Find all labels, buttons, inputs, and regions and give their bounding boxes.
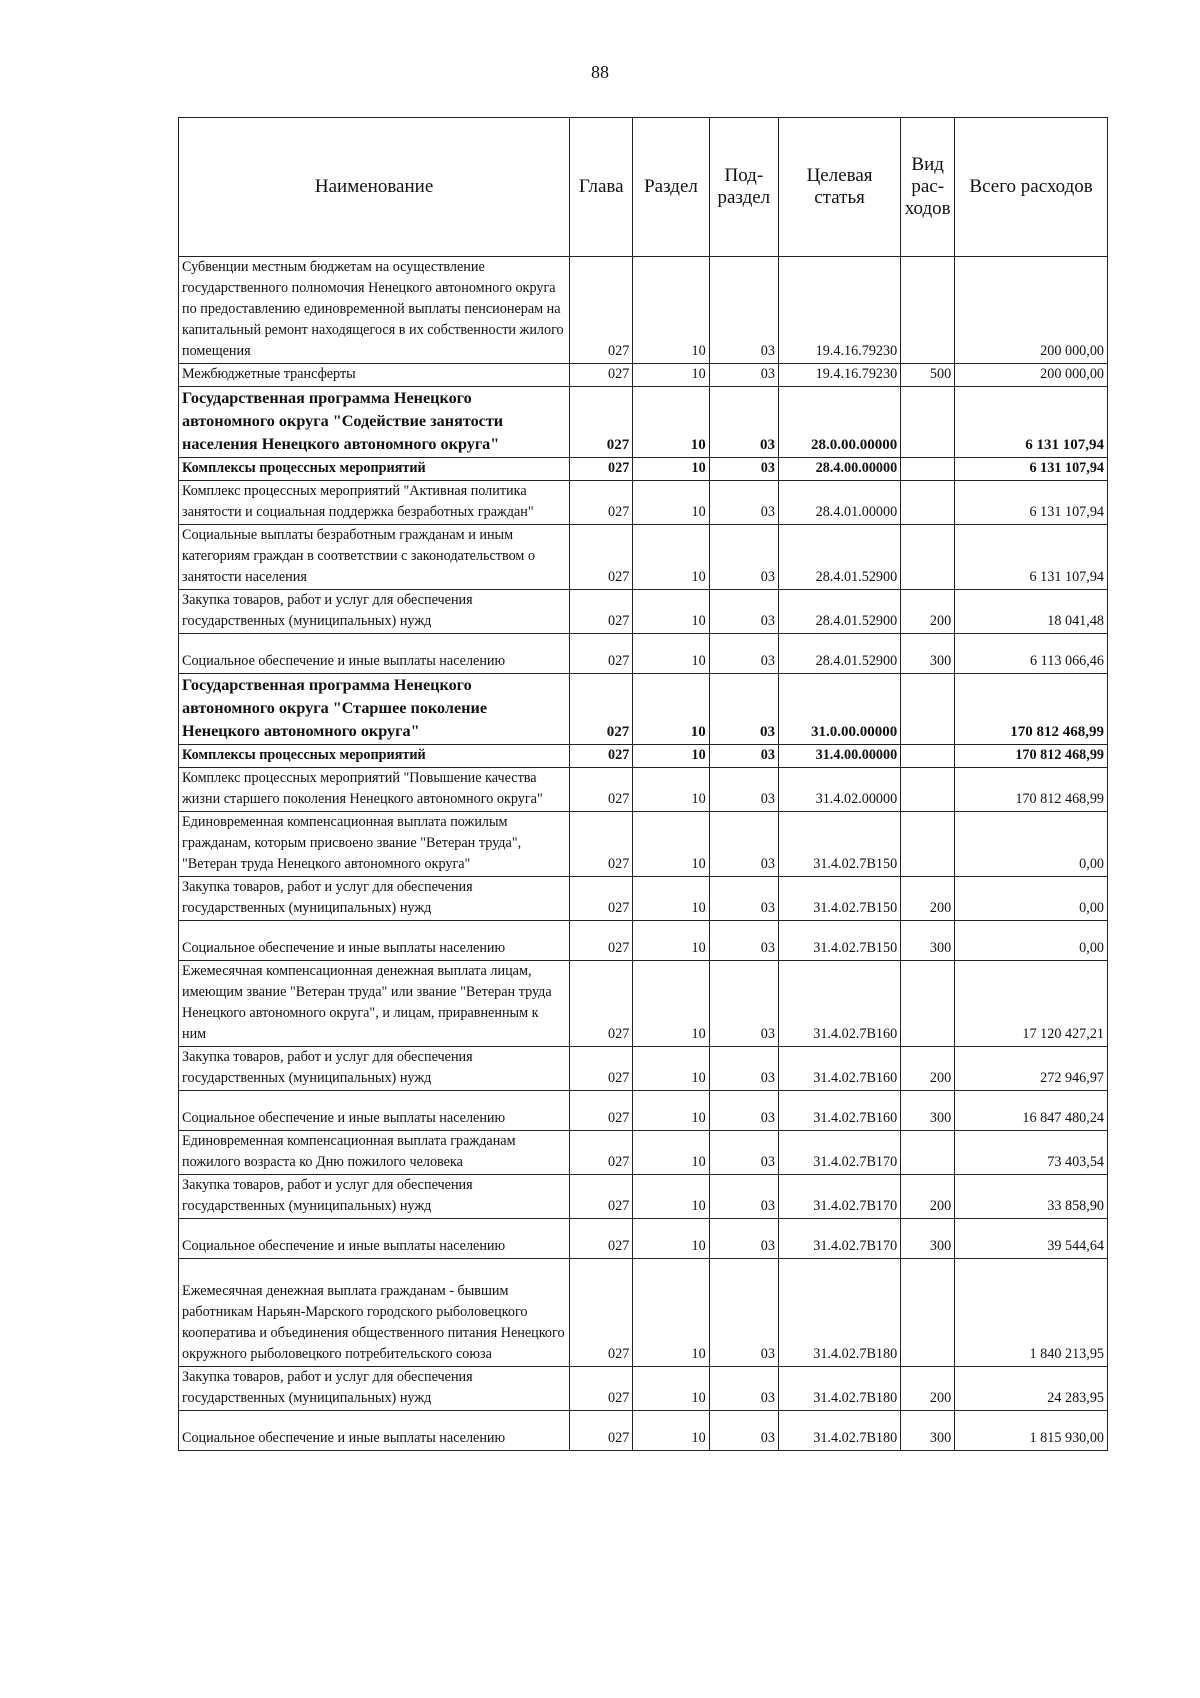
cell-glava: 027 [570, 674, 633, 745]
cell-total: 170 812 468,99 [955, 768, 1108, 812]
cell-vid-rashodov [901, 525, 955, 590]
cell-vid-rashodov [901, 458, 955, 481]
page-number: 88 [591, 62, 609, 82]
cell-celevaya-statya: 31.4.02.7В160 [778, 1047, 900, 1091]
cell-razdel: 10 [633, 634, 709, 674]
cell-name: Ежемесячная компенсационная денежная выплата лицам, имеющим звание "Ветеран труда" или звание "Ветеран труда Ненецкого автономного округа", и лицам, приравненным к ним [179, 961, 570, 1047]
cell-total: 39 544,64 [955, 1219, 1108, 1259]
cell-podrazdel: 03 [709, 1411, 778, 1451]
table-row [179, 634, 1108, 674]
budget-table [178, 117, 1108, 1451]
cell-celevaya-statya: 31.4.02.7В170 [778, 1219, 900, 1259]
cell-name: Комплексы процессных мероприятий [179, 458, 570, 481]
cell-podrazdel: 03 [709, 590, 778, 634]
cell-celevaya-statya: 28.4.01.00000 [778, 481, 900, 525]
cell-total: 200 000,00 [955, 364, 1108, 387]
cell-glava: 027 [570, 1131, 633, 1175]
cell-razdel: 10 [633, 1131, 709, 1175]
cell-vid-rashodov [901, 257, 955, 364]
cell-podrazdel: 03 [709, 1131, 778, 1175]
cell-razdel: 10 [633, 745, 709, 768]
cell-name: Субвенции местным бюджетам на осуществление государственного полномочия Ненецкого автономного округа по предоставлению единовременной выплаты пенсионерам на капитальный ремонт находящегося в их собственности жилого помещения [179, 257, 570, 364]
cell-razdel: 10 [633, 458, 709, 481]
cell-celevaya-statya: 28.4.00.00000 [778, 458, 900, 481]
table-row [179, 1367, 1108, 1411]
cell-vid-rashodov: 200 [901, 1367, 955, 1411]
cell-podrazdel: 03 [709, 525, 778, 590]
table-row [179, 1259, 1108, 1367]
cell-razdel: 10 [633, 674, 709, 745]
cell-name: Комплекс процессных мероприятий "Активная политика занятости и социальная поддержка безработных граждан" [179, 481, 570, 525]
cell-total: 6 131 107,94 [955, 481, 1108, 525]
cell-podrazdel: 03 [709, 257, 778, 364]
header-total: Всего расходов [955, 118, 1108, 257]
cell-celevaya-statya: 31.4.02.7В150 [778, 921, 900, 961]
cell-total: 6 131 107,94 [955, 387, 1108, 458]
cell-total: 18 041,48 [955, 590, 1108, 634]
cell-razdel: 10 [633, 590, 709, 634]
cell-vid-rashodov: 300 [901, 1219, 955, 1259]
cell-total: 6 131 107,94 [955, 458, 1108, 481]
cell-podrazdel: 03 [709, 1047, 778, 1091]
header-razdel: Раздел [633, 118, 709, 257]
cell-glava: 027 [570, 1367, 633, 1411]
cell-celevaya-statya: 28.4.01.52900 [778, 634, 900, 674]
cell-podrazdel: 03 [709, 768, 778, 812]
cell-vid-rashodov: 200 [901, 1175, 955, 1219]
table-row [179, 674, 1108, 745]
header-vid-rashodov: Вид рас- ходов [901, 118, 955, 257]
cell-total: 200 000,00 [955, 257, 1108, 364]
cell-glava: 027 [570, 921, 633, 961]
cell-razdel: 10 [633, 961, 709, 1047]
cell-glava: 027 [570, 387, 633, 458]
header-name: Наименование [179, 118, 570, 257]
table-row [179, 525, 1108, 590]
table-row [179, 364, 1108, 387]
cell-glava: 027 [570, 458, 633, 481]
cell-podrazdel: 03 [709, 458, 778, 481]
table-row [179, 812, 1108, 877]
cell-celevaya-statya: 19.4.16.79230 [778, 257, 900, 364]
cell-name: Единовременная компенсационная выплата пожилым гражданам, которым присвоено звание "Ветеран труда", "Ветеран труда Ненецкого автономного округа" [179, 812, 570, 877]
cell-celevaya-statya: 28.4.01.52900 [778, 590, 900, 634]
table-row [179, 1047, 1108, 1091]
cell-celevaya-statya: 31.4.02.7В170 [778, 1131, 900, 1175]
table-row [179, 590, 1108, 634]
cell-name: Межбюджетные трансферты [179, 364, 570, 387]
cell-name: Закупка товаров, работ и услуг для обеспечения государственных (муниципальных) нужд [179, 877, 570, 921]
cell-glava: 027 [570, 1259, 633, 1367]
cell-podrazdel: 03 [709, 674, 778, 745]
cell-razdel: 10 [633, 257, 709, 364]
cell-celevaya-statya: 28.4.01.52900 [778, 525, 900, 590]
table-row [179, 745, 1108, 768]
cell-vid-rashodov [901, 812, 955, 877]
table-row [179, 458, 1108, 481]
cell-vid-rashodov [901, 745, 955, 768]
cell-podrazdel: 03 [709, 1259, 778, 1367]
cell-celevaya-statya: 31.4.02.7В150 [778, 812, 900, 877]
cell-vid-rashodov: 500 [901, 364, 955, 387]
cell-podrazdel: 03 [709, 387, 778, 458]
cell-celevaya-statya: 28.0.00.00000 [778, 387, 900, 458]
cell-total: 0,00 [955, 877, 1108, 921]
cell-podrazdel: 03 [709, 1091, 778, 1131]
cell-name: Единовременная компенсационная выплата гражданам пожилого возраста ко Дню пожилого человека [179, 1131, 570, 1175]
cell-razdel: 10 [633, 1091, 709, 1131]
cell-glava: 027 [570, 877, 633, 921]
cell-glava: 027 [570, 481, 633, 525]
table-row [179, 921, 1108, 961]
cell-celevaya-statya: 31.4.02.7В150 [778, 877, 900, 921]
cell-name: Комплекс процессных мероприятий "Повышение качества жизни старшего поколения Ненецкого автономного округа" [179, 768, 570, 812]
cell-name: Государственная программа Ненецкого автономного округа "Содействие занятости населения Ненецкого автономного округа" [179, 387, 570, 458]
cell-total: 24 283,95 [955, 1367, 1108, 1411]
table-row [179, 1091, 1108, 1131]
cell-celevaya-statya: 31.4.02.7В170 [778, 1175, 900, 1219]
cell-razdel: 10 [633, 364, 709, 387]
cell-podrazdel: 03 [709, 1175, 778, 1219]
cell-vid-rashodov: 300 [901, 1091, 955, 1131]
table-header [179, 118, 1108, 257]
cell-podrazdel: 03 [709, 877, 778, 921]
cell-celevaya-statya: 31.4.02.7В160 [778, 961, 900, 1047]
table-row [179, 1219, 1108, 1259]
cell-glava: 027 [570, 1411, 633, 1451]
table-row [179, 1411, 1108, 1451]
cell-glava: 027 [570, 745, 633, 768]
cell-razdel: 10 [633, 1175, 709, 1219]
cell-total: 272 946,97 [955, 1047, 1108, 1091]
table-row [179, 1175, 1108, 1219]
table-row [179, 1131, 1108, 1175]
cell-glava: 027 [570, 257, 633, 364]
cell-name: Государственная программа Ненецкого автономного округа "Старшее поколение Ненецкого автономного округа" [179, 674, 570, 745]
table-row [179, 387, 1108, 458]
header-glava: Глава [570, 118, 633, 257]
cell-name: Закупка товаров, работ и услуг для обеспечения государственных (муниципальных) нужд [179, 1175, 570, 1219]
cell-name: Социальное обеспечение и иные выплаты населению [179, 1219, 570, 1259]
cell-vid-rashodov [901, 387, 955, 458]
cell-glava: 027 [570, 961, 633, 1047]
cell-glava: 027 [570, 1219, 633, 1259]
cell-total: 33 858,90 [955, 1175, 1108, 1219]
cell-celevaya-statya: 31.4.00.00000 [778, 745, 900, 768]
cell-glava: 027 [570, 525, 633, 590]
cell-razdel: 10 [633, 768, 709, 812]
table-row [179, 877, 1108, 921]
cell-name: Закупка товаров, работ и услуг для обеспечения государственных (муниципальных) нужд [179, 590, 570, 634]
cell-total: 17 120 427,21 [955, 961, 1108, 1047]
cell-razdel: 10 [633, 877, 709, 921]
cell-glava: 027 [570, 812, 633, 877]
cell-glava: 027 [570, 1091, 633, 1131]
cell-name: Закупка товаров, работ и услуг для обеспечения государственных (муниципальных) нужд [179, 1367, 570, 1411]
cell-podrazdel: 03 [709, 481, 778, 525]
cell-razdel: 10 [633, 387, 709, 458]
cell-razdel: 10 [633, 812, 709, 877]
cell-glava: 027 [570, 768, 633, 812]
table-row [179, 961, 1108, 1047]
cell-vid-rashodov [901, 481, 955, 525]
table-row [179, 481, 1108, 525]
cell-razdel: 10 [633, 1259, 709, 1367]
cell-podrazdel: 03 [709, 634, 778, 674]
cell-vid-rashodov: 300 [901, 921, 955, 961]
cell-razdel: 10 [633, 1047, 709, 1091]
cell-total: 73 403,54 [955, 1131, 1108, 1175]
cell-name: Социальные выплаты безработным гражданам и иным категориям граждан в соответствии с законодательством о занятости населения [179, 525, 570, 590]
cell-name: Закупка товаров, работ и услуг для обеспечения государственных (муниципальных) нужд [179, 1047, 570, 1091]
cell-razdel: 10 [633, 1219, 709, 1259]
cell-vid-rashodov: 200 [901, 590, 955, 634]
cell-name: Социальное обеспечение и иные выплаты населению [179, 1411, 570, 1451]
cell-podrazdel: 03 [709, 745, 778, 768]
cell-celevaya-statya: 31.4.02.7В180 [778, 1367, 900, 1411]
cell-vid-rashodov: 300 [901, 1411, 955, 1451]
cell-glava: 027 [570, 1175, 633, 1219]
cell-podrazdel: 03 [709, 961, 778, 1047]
cell-glava: 027 [570, 364, 633, 387]
cell-razdel: 10 [633, 1411, 709, 1451]
cell-total: 170 812 468,99 [955, 674, 1108, 745]
cell-razdel: 10 [633, 481, 709, 525]
cell-total: 6 131 107,94 [955, 525, 1108, 590]
cell-name: Социальное обеспечение и иные выплаты населению [179, 634, 570, 674]
cell-podrazdel: 03 [709, 921, 778, 961]
cell-vid-rashodov: 200 [901, 877, 955, 921]
header-celevaya-statya: Целевая статья [778, 118, 900, 257]
cell-celevaya-statya: 19.4.16.79230 [778, 364, 900, 387]
cell-celevaya-statya: 31.0.00.00000 [778, 674, 900, 745]
cell-name: Социальное обеспечение и иные выплаты населению [179, 921, 570, 961]
header-podrazdel: Под- раздел [709, 118, 778, 257]
cell-vid-rashodov [901, 961, 955, 1047]
cell-name: Социальное обеспечение и иные выплаты населению [179, 1091, 570, 1131]
cell-podrazdel: 03 [709, 364, 778, 387]
cell-celevaya-statya: 31.4.02.7В180 [778, 1411, 900, 1451]
cell-glava: 027 [570, 1047, 633, 1091]
cell-vid-rashodov [901, 1259, 955, 1367]
cell-name: Ежемесячная денежная выплата гражданам - бывшим работникам Нарьян-Марского городского рыболовецкого кооператива и объединения общественного питания Ненецкого окружного рыболовецкого потребительского союза [179, 1259, 570, 1367]
cell-name: Комплексы процессных мероприятий [179, 745, 570, 768]
cell-razdel: 10 [633, 525, 709, 590]
cell-total: 6 113 066,46 [955, 634, 1108, 674]
cell-total: 170 812 468,99 [955, 745, 1108, 768]
cell-podrazdel: 03 [709, 812, 778, 877]
cell-vid-rashodov [901, 674, 955, 745]
cell-total: 1 840 213,95 [955, 1259, 1108, 1367]
cell-podrazdel: 03 [709, 1367, 778, 1411]
cell-vid-rashodov: 200 [901, 1047, 955, 1091]
cell-glava: 027 [570, 634, 633, 674]
cell-celevaya-statya: 31.4.02.7В160 [778, 1091, 900, 1131]
cell-podrazdel: 03 [709, 1219, 778, 1259]
cell-celevaya-statya: 31.4.02.00000 [778, 768, 900, 812]
cell-total: 0,00 [955, 921, 1108, 961]
cell-total: 0,00 [955, 812, 1108, 877]
cell-glava: 027 [570, 590, 633, 634]
table-row [179, 257, 1108, 364]
cell-vid-rashodov [901, 768, 955, 812]
table-row [179, 768, 1108, 812]
cell-total: 16 847 480,24 [955, 1091, 1108, 1131]
cell-total: 1 815 930,00 [955, 1411, 1108, 1451]
cell-celevaya-statya: 31.4.02.7В180 [778, 1259, 900, 1367]
cell-vid-rashodov: 300 [901, 634, 955, 674]
cell-razdel: 10 [633, 1367, 709, 1411]
cell-vid-rashodov [901, 1131, 955, 1175]
table-body [179, 257, 1108, 1451]
cell-razdel: 10 [633, 921, 709, 961]
